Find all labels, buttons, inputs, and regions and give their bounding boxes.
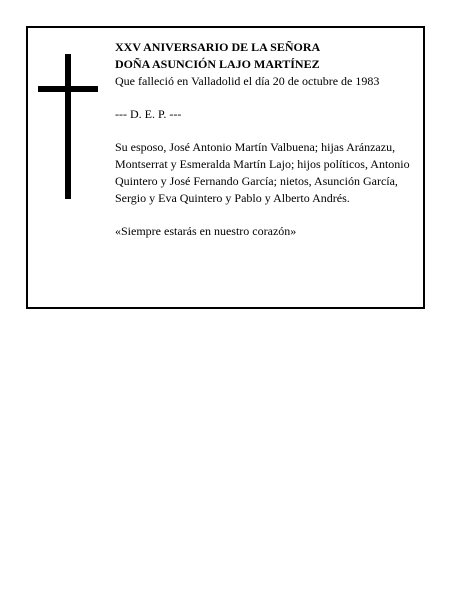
notice-content <box>115 39 421 240</box>
cross-icon <box>38 54 98 199</box>
cross-horizontal-bar <box>38 86 98 92</box>
notice-title-line-1: XXV ANIVERSARIO DE LA SEÑORA <box>115 40 321 54</box>
cross-vertical-bar <box>65 54 71 199</box>
notice-family: Su esposo, José Antonio Martín Valbuena; hijas Aránzazu, Montserrat y Esmeralda Martín Lajo; hijos políticos, Antonio Quintero y José Fernando García; nietos, Asunción García, Sergio y Eva Quintero y Pablo y Alberto Andrés. <box>115 140 410 205</box>
obituary-notice <box>26 26 425 309</box>
notice-title-line-2: DOÑA ASUNCIÓN LAJO MARTÍNEZ <box>115 57 320 71</box>
notice-dep: --- D. E. P. --- <box>115 107 182 121</box>
notice-subtitle: Que falleció en Valladolid el día 20 de octubre de 1983 <box>115 74 380 88</box>
notice-quote: «Siempre estarás en nuestro corazón» <box>115 224 297 238</box>
